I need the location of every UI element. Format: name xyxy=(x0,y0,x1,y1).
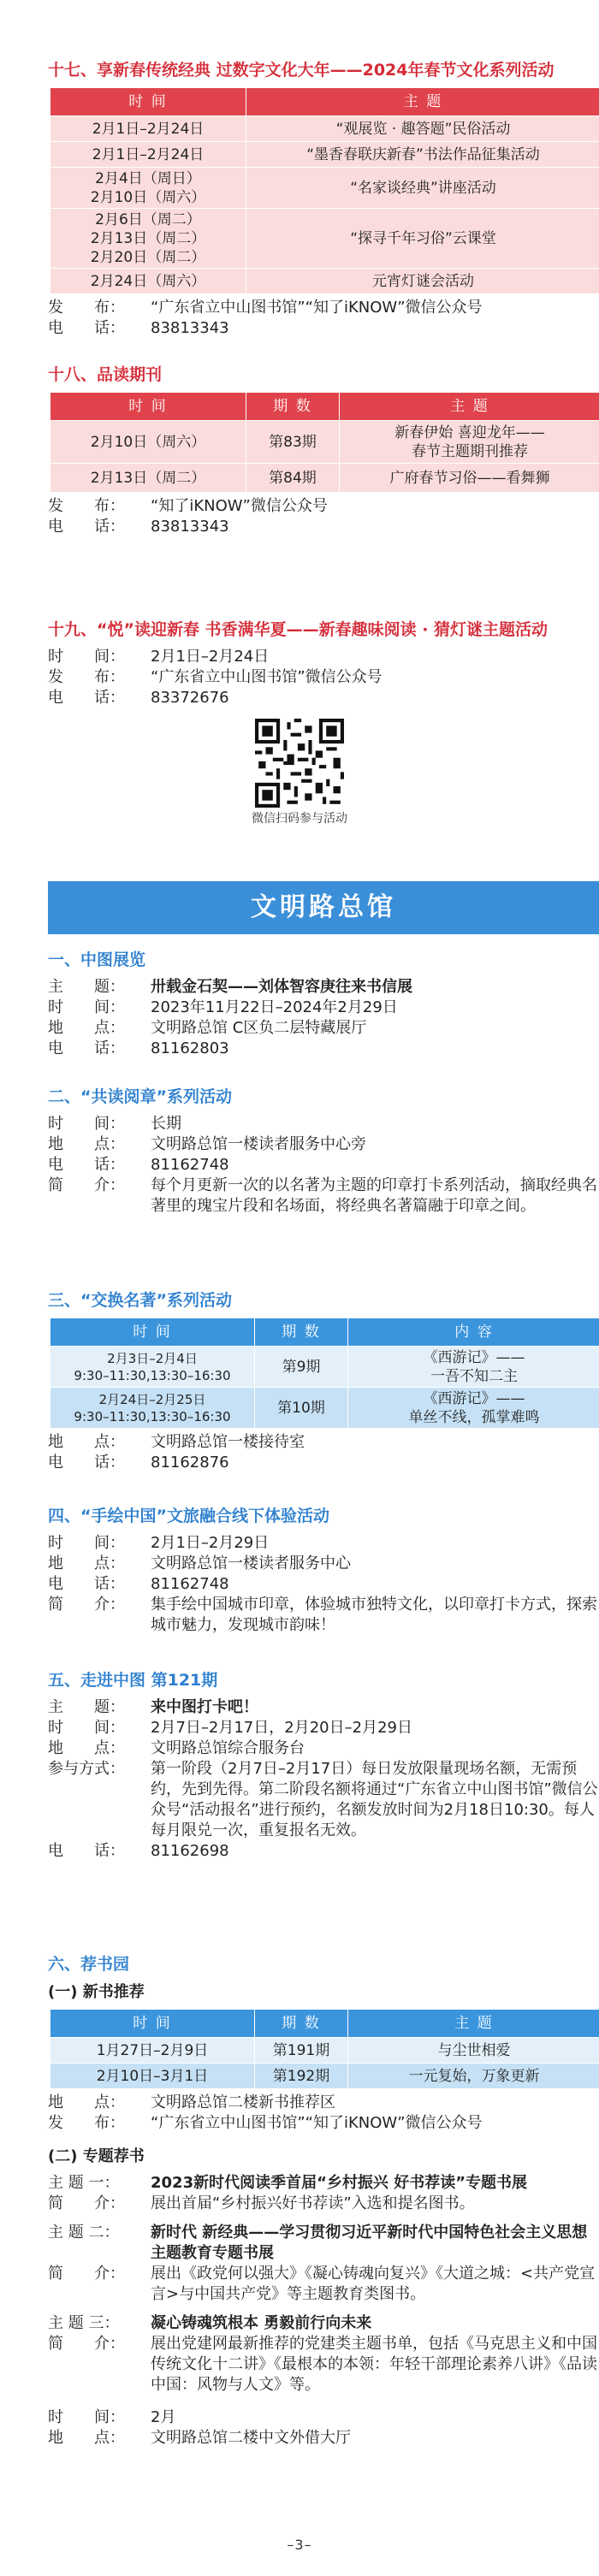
intro-value: 展出首届“乡村振兴好书荐读”入选和提名图书。 xyxy=(151,2194,475,2212)
section-w3 xyxy=(48,1288,599,1473)
table-cell: 广府春节习俗——看舞狮 xyxy=(340,464,599,493)
table-cell: 第84期 xyxy=(246,464,340,493)
section-18 xyxy=(48,363,599,537)
table-cell: 1月27日–2月9日 xyxy=(50,2038,255,2064)
section-w3-title: 三、“交换名著”系列活动 xyxy=(48,1291,232,1310)
section-18-table xyxy=(50,392,599,493)
table-cell: 《西游记》—— 单丝不线，孤掌难鸣 xyxy=(348,1388,599,1429)
topic-label: 主 题 二： xyxy=(48,2224,120,2241)
table-header: 时 间 xyxy=(50,1318,255,1347)
table-cell: “墨香春联庆新春”书法作品征集活动 xyxy=(246,142,599,168)
info-value: 81162748 xyxy=(151,1156,229,1174)
section-17-title: 十七、享新春传统经典 过数字文化大年——2024年春节文化系列活动 xyxy=(48,61,555,80)
info-value: 文明路总馆 C区负二层特藏展厅 xyxy=(151,1019,367,1037)
time-value: 2月 xyxy=(151,2408,176,2426)
phone-label: 电 话： xyxy=(48,1454,125,1472)
info-value: 81162698 xyxy=(151,1842,229,1860)
table-cell: 《西游记》—— 一吾不知二主 xyxy=(348,1347,599,1388)
section-w3-table xyxy=(50,1318,599,1429)
table-cell: 2月13日（周二） xyxy=(50,464,246,493)
publish-value: “广东省立中山图书馆”“知了iKNOW”微信公众号 xyxy=(151,2114,483,2132)
table-cell: 元宵灯谜会活动 xyxy=(246,269,599,294)
page-number: –3– xyxy=(287,2537,312,2553)
table-cell: 与尘世相爱 xyxy=(348,2038,599,2064)
info-value: 2023年11月22日–2024年2月29日 xyxy=(151,998,398,1016)
info-label: 简 介： xyxy=(48,1596,125,1614)
publish-value: “广东省立中山图书馆”“知了iKNOW”微信公众号 xyxy=(151,299,483,317)
phone-value: 83372676 xyxy=(151,689,229,707)
table-header: 期 数 xyxy=(255,2010,348,2038)
place-value: 文明路总馆一楼接待室 xyxy=(151,1433,305,1451)
table-header: 主 题 xyxy=(348,2010,599,2038)
info-value: 文明路总馆一楼读者服务中心 xyxy=(151,1554,351,1572)
info-value: 第一阶段（2月7日–2月17日）每日发放限量现场名额，无需预约，先到先得。第二阶段名额将通过“广东省立中山图书馆”微信公众号“活动报名”进行预约，名额发放时间为2月18日10:30。每人每月限兑一次，重复报名无效。 xyxy=(151,1760,598,1839)
section-w6 xyxy=(48,1952,599,2449)
info-label: 地 点： xyxy=(48,1019,125,1037)
topic-label: 主 题 一： xyxy=(48,2174,120,2192)
section-w5-title: 五、走进中图 第121期 xyxy=(48,1671,218,1690)
info-label: 电 话： xyxy=(48,1575,125,1593)
table-header: 内 容 xyxy=(348,1318,599,1347)
table-cell: 2月10日（周六） xyxy=(50,421,246,464)
info-label: 时 间： xyxy=(48,998,125,1016)
publish-label: 发 布： xyxy=(48,2114,125,2132)
section-18-title: 十八、品读期刊 xyxy=(48,365,163,384)
info-label: 电 话： xyxy=(48,1039,125,1057)
time-value: 2月1日–2月24日 xyxy=(151,648,270,666)
section-19-title: 十九、“悦”读迎新春 书香满华夏——新春趣味阅读 · 猜灯谜主题活动 xyxy=(48,620,549,639)
table-cell: 第9期 xyxy=(255,1347,348,1388)
table-cell: 2月1日–2月24日 xyxy=(50,142,246,168)
section-w2 xyxy=(48,1085,599,1217)
table-cell: 第83期 xyxy=(246,421,340,464)
topic-label: 主 题 三： xyxy=(48,2314,120,2332)
info-label: 简 介： xyxy=(48,1176,125,1194)
table-cell: 第10期 xyxy=(255,1388,348,1429)
table-header: 期 数 xyxy=(246,393,340,421)
subsection-topic-books: (二) 专题荐书 xyxy=(48,2147,145,2165)
section-17-table xyxy=(50,87,599,294)
info-label: 主 题： xyxy=(48,978,125,996)
table-header: 时 间 xyxy=(50,2010,255,2038)
table-cell: 2月3日–2月4日 9:30–11:30,13:30–16:30 xyxy=(50,1347,255,1388)
info-value: 81162748 xyxy=(151,1575,229,1593)
intro-label: 简 介： xyxy=(48,2335,125,2353)
table-header: 时 间 xyxy=(50,393,246,421)
info-label: 电 话： xyxy=(48,1156,125,1174)
time-label: 时 间： xyxy=(48,2408,125,2426)
phone-label: 电 话： xyxy=(48,689,125,707)
info-value: 2月1日–2月29日 xyxy=(151,1534,270,1552)
intro-label: 简 介： xyxy=(48,2265,125,2283)
publish-value: “广东省立中山图书馆”微信公众号 xyxy=(151,668,383,686)
table-cell: 2月10日–3月1日 xyxy=(50,2064,255,2089)
table-header: 期 数 xyxy=(255,1318,348,1347)
place-label: 地 点： xyxy=(48,2093,125,2111)
phone-label: 电 话： xyxy=(48,518,125,536)
info-label: 参与方式： xyxy=(48,1760,125,1778)
publish-label: 发 布： xyxy=(48,497,125,515)
info-label: 主 题： xyxy=(48,1698,125,1716)
info-label: 时 间： xyxy=(48,1115,125,1133)
info-value: 来中图打卡吧！ xyxy=(151,1698,258,1716)
table-header: 主 题 xyxy=(246,88,599,116)
phone-value: 83813343 xyxy=(151,518,229,536)
info-label: 电 话： xyxy=(48,1842,125,1860)
info-value: 81162803 xyxy=(151,1039,229,1057)
publish-label: 发 布： xyxy=(48,668,125,686)
table-cell: 第192期 xyxy=(255,2064,348,2089)
table-cell: 2月6日（周二） 2月13日（周二） 2月20日（周二） xyxy=(50,209,246,269)
subsection-new-books: (一) 新书推荐 xyxy=(48,1983,145,2001)
info-value: 文明路总馆综合服务台 xyxy=(151,1739,305,1757)
table-cell: “名家谈经典”讲座活动 xyxy=(246,168,599,209)
section-w1 xyxy=(48,948,599,1059)
place-value: 文明路总馆二楼新书推荐区 xyxy=(151,2093,335,2111)
phone-value: 83813343 xyxy=(151,319,229,337)
table-cell: 2月24日（周六） xyxy=(50,269,246,294)
phone-label: 电 话： xyxy=(48,319,125,337)
table-cell: 一元复始，万象更新 xyxy=(348,2064,599,2089)
branch-banner: 文明路总馆 xyxy=(48,881,599,934)
section-w4 xyxy=(48,1504,599,1636)
section-w4-title: 四、“手绘中国”文旅融合线下体验活动 xyxy=(48,1507,329,1525)
section-w1-title: 一、中图展览 xyxy=(48,950,146,969)
info-value: 2月7日–2月17日，2月20日–2月29日 xyxy=(151,1719,412,1737)
topic-value: 凝心铸魂筑根本 勇毅前行向未来 xyxy=(151,2314,372,2332)
table-cell: “探寻千年习俗”云课堂 xyxy=(246,209,599,269)
section-w6-title: 六、荐书园 xyxy=(48,1955,130,1974)
table-header: 主 题 xyxy=(340,393,599,421)
table-cell: 2月24日–2月25日 9:30–11:30,13:30–16:30 xyxy=(50,1388,255,1429)
section-w2-title: 二、“共读阅章”系列活动 xyxy=(48,1087,232,1106)
info-label: 时 间： xyxy=(48,1534,125,1552)
publish-label: 发 布： xyxy=(48,299,125,317)
info-label: 时 间： xyxy=(48,1719,125,1737)
info-value: 每个月更新一次的以名著为主题的印章打卡系列活动，摘取经典名著里的瑰宝片段和名场面，将经典名著篇融于印章之间。 xyxy=(151,1176,597,1215)
info-value: 文明路总馆一楼读者服务中心旁 xyxy=(151,1135,366,1153)
table-cell: 2月4日（周日） 2月10日（周六） xyxy=(50,168,246,209)
place-label: 地 点： xyxy=(48,2429,125,2447)
section-17 xyxy=(48,58,599,339)
intro-value: 展出党建网最新推荐的党建类主题书单，包括《马克思主义和中国传统文化十二讲》《最根本的本领：年轻干部理论素养八讲》《品读中国：风物与人文》等。 xyxy=(151,2335,597,2394)
table-cell: 2月1日–2月24日 xyxy=(50,116,246,142)
publish-value: “知了iKNOW”微信公众号 xyxy=(151,497,328,515)
topic-value: 新时代 新经典——学习贯彻习近平新时代中国特色社会主义思想主题教育专题书展 xyxy=(151,2224,588,2262)
topic-value: 2023新时代阅读季首届“乡村振兴 好书荐读”专题书展 xyxy=(151,2174,528,2192)
info-label: 地 点： xyxy=(48,1554,125,1572)
table-cell: 第191期 xyxy=(255,2038,348,2064)
place-value: 文明路总馆二楼中文外借大厅 xyxy=(151,2429,351,2447)
table-cell: “观展览 · 趣答题”民俗活动 xyxy=(246,116,599,142)
qr-caption: 微信扫码参与活动 xyxy=(252,812,347,826)
time-label: 时 间： xyxy=(48,648,125,666)
section-19 xyxy=(48,618,599,708)
table-cell: 新春伊始 喜迎龙年—— 春节主题期刊推荐 xyxy=(340,421,599,464)
info-label: 地 点： xyxy=(48,1739,125,1757)
info-label: 地 点： xyxy=(48,1135,125,1153)
info-value: 集手绘中国城市印章，体验城市独特文化，以印章打卡方式，探索城市魅力，发现城市韵味！ xyxy=(151,1596,597,1634)
qr-code-icon[interactable] xyxy=(255,719,344,808)
intro-value: 展出《政党何以强大》《凝心铸魂向复兴》《大道之城：<共产党宣言>与中国共产党》等主题教育类图书。 xyxy=(151,2265,596,2303)
phone-value: 81162876 xyxy=(151,1454,229,1472)
section-w5 xyxy=(48,1668,599,1862)
place-label: 地 点： xyxy=(48,1433,125,1451)
info-value: 长期 xyxy=(151,1115,181,1133)
info-value: 卅载金石契——刘体智容庚往来书信展 xyxy=(151,978,412,996)
table-header: 时 间 xyxy=(50,88,246,116)
intro-label: 简 介： xyxy=(48,2194,125,2212)
section-w6-table xyxy=(50,2009,599,2089)
